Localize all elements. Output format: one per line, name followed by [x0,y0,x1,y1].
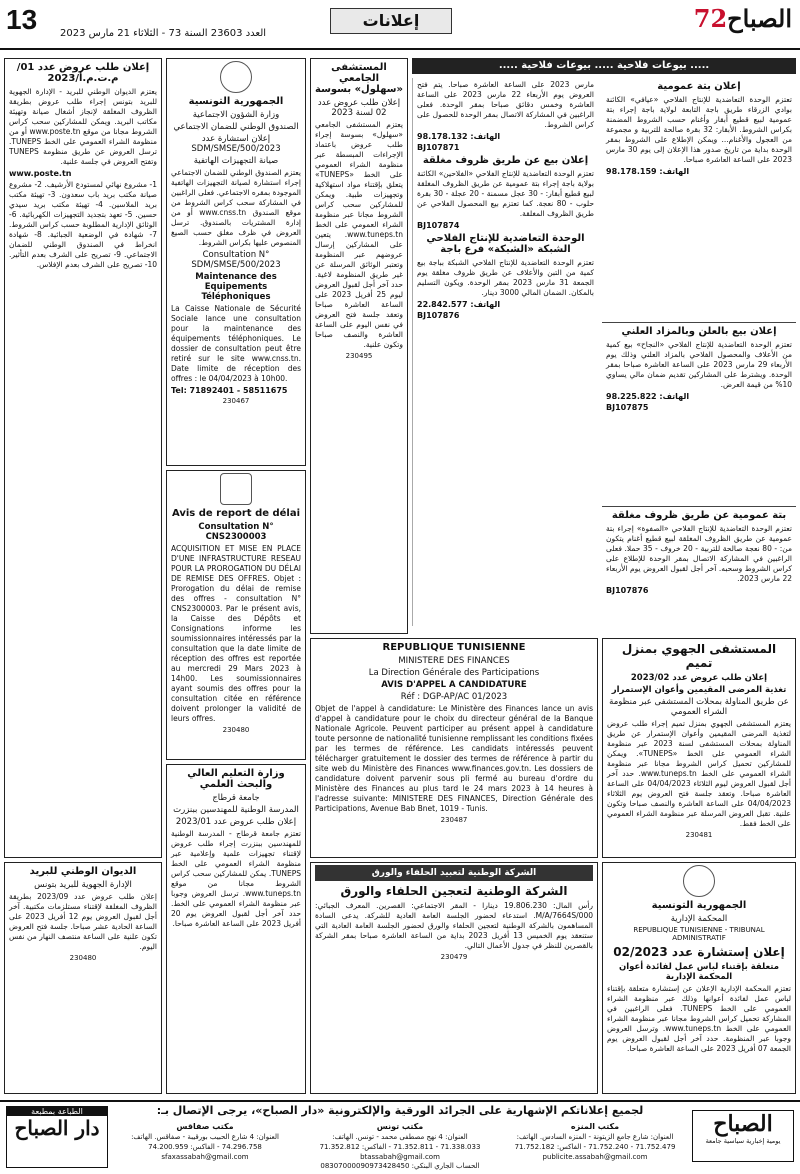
finance-text: Objet de l'appel à candidature: Le Ministère des Finances lance un avis d'appel à candidature pour le choix du directeur général de la Banque Nationale Agricole. Peuvent participer au présent appel à candidature toute personne de nationalité tunisienne remplissant les conditions fixées par les termes de référence. Les candidats intéressés peuvent télécharger gratuitement le dossier des termes de référence à partir du site web du Ministère des Finances www.finances.gov.tn. Les dossiers de candidature doivent parvenir sous pli fermé au bureau d'ordre du Ministère des Finances au plus tard le 24 mars 2023 à 14 heures à l'adresse suivante: MINISTERE DES FINANCES, Direction Générale des Participations, Avenue Bab Bnet, 1019 - Tunis. [315,704,593,813]
mt-title: المستشفى الجهوي بمنزل تميم [621,642,777,670]
agri-col2-tel-1: الهاتف: 98.178.132 [417,132,501,141]
agri-col2-ref-1: BJ107871 [417,143,460,152]
office-tunis-title: مكتب تونس [376,1122,424,1131]
page-number: 13 [6,4,38,35]
office-menzah-info: العنوان: شارع جامع الزيتونة - المنزه السادس. الهاتف: 71.752.479 - 71.752.240 - الفاكس: 71.752.182 [514,1133,676,1151]
finance-title: REPUBLIQUE TUNISIENNE [382,642,526,653]
finance-sub3: AVIS D'APPEL A CANDIDATURE [381,680,527,690]
cnss-sub2: الصندوق الوطني للضمان الاجتماعي [173,122,299,132]
enib-title: وزارة التعليم العالي والبحث العلمي [187,768,285,790]
cnss-ref: 230467 [222,397,250,405]
printer-label: الطباعة بمطبعة [7,1107,107,1116]
snca-logo: الشركة الوطنية لتعبيد الحلفاء والورق [315,865,593,881]
agri-ad-1-tel: الهاتف: 98.178.159 [606,167,690,176]
footer-logo-text: الصباح [713,1111,773,1137]
tribunal-sub3: متعلقة بإقتناء لباس عمل لفائدة أعوان المحكمة الإدارية [618,962,779,982]
finance-ministry-ad [310,638,598,858]
republic-emblem-icon [220,61,252,93]
page-footer [0,1100,800,1174]
agri-ad-1-text: تعتزم الوحدة التعاضدية للإنتاج الفلاحي «عيافي» الكائنة بوادي الزرقاء طريق باجة التابعة لولاية باجة إجراء بتة عمومية لبيع قطيع أبقار وأغنام حسب الشروط المضمنة بكراس الشروط. الأبقار: 32 بقرة صالحة للتربية و مجموعة من العجول والأغنام... ويمكن الإطلاع على الشروط بمقر الوحدة بداية من تاريخ صدور هذا الإعلان إلى يوم 30 مارس 2023 على الساعة العاشرة صباحا. [606,95,793,164]
enib-sub2: المدرسة الوطنية للمهندسين ببنزرت [173,805,299,815]
sahloul-sub: إعلان طلب عروض عدد 02 لسنة 2023 [317,98,401,118]
office-menzah-title: مكتب المنزه [570,1122,620,1131]
tribunal-sub2: إعلان إستشارة عدد 02/2023 [613,945,785,959]
sahloul-ref: 230495 [345,352,373,360]
snca-ad [310,862,598,1094]
cnss-fr-tel: Tel: 71892401 - 58511675 [171,386,288,395]
agri-col2-ref-3: BJ107876 [417,311,460,320]
mt-ref: 230481 [685,831,713,839]
poste-ad [4,58,162,858]
sahloul-text: يعتزم المستشفى الجامعي «سهلول» بسوسة إجراء طلب عروض باعتماد الإجراءات المبسطة عبر منظومة الشراء العمومي على الخط «TUNEPS» يتعلق بإقتناء مواد استهلاكية وتجهيزات طبية. ويمكن للمشاركين سحب كراس الشروط مجانا عبر منظومة الشراء العمومي على الخط www.tuneps.tn. يتعين على المشاركين إرسال عروضهم عبر المنظومة وتعتبر الوثائق المرسلة عن غير طريق المنظومة لاغية. حدد آخر أجل لقبول العروض ليوم 25 أفريل 2023 على الساعة العاشرة صباحا وتعقد جلسة فتح العروض في نفس اليوم على الساعة العاشرة والنصف صباحا وتكون علنية. [315,120,404,349]
agri-ad-1-title: إعلان بتة عمومية [657,81,741,92]
cdc-report-ad [166,470,306,760]
printer-logo: دار الصباح [14,1116,100,1140]
finance-sub1: MINISTERE DES FINANCES [398,656,510,666]
poste-ad-2 [4,862,162,1094]
agri-ad-3-text: تعتزم الوحدة التعاضدية للإنتاج الفلاحي «الصفوة» إجراء بتة عمومية عن طريق الظروف المغلقة لبيع قطيع أغنام يتكون من: - 80 نعجة صالحة للتربية - 20 خروف - 35 حملا. فعلى الراغبين في المشاركة الاتصال بمقر الوحدة للإطلاع على كراس الشروط وسحبه. آخر أجل لقبول العروض يوم الأربعاء 22 مارس 2023. [606,524,792,583]
enib-sub3: إعلان طلب عروض عدد 2023/01 [175,817,297,827]
enib-ad [166,764,306,1094]
agri-col2-title-2: إعلان بيع عن طريق ظروف مغلقة [422,155,589,166]
office-sfax-title: مكتب صفاقس [176,1122,234,1131]
tribunal-sub1: المحكمة الإدارية [670,914,728,924]
logo-text: الصباح [727,4,792,33]
mt-sub3: عن طريق المناولة بمحلات المستشفى عبر منظومة الشراء العمومي [609,697,789,717]
tribunal-text: تعتزم المحكمة الإدارية الإعلان عن إستشارة متعلقة بإقتناء لباس عمل لفائدة أعوانها وذلك عبر منظومة الشراء العمومي على الخط TUNEPS. فعلى الراغبين في المشاركة تحميل كراس الشروط مجانا عبر منظومة الشراء العمومي على الخط www.tuneps.tn. وترسل العروض وجوبا عبر المنظومة. حدد آخر أجل لقبول العروض يوم الجمعة 07 أفريل 2023 على الساعة العاشرة صباحا. [607,984,791,1053]
poste2-text: إعلان طلب عروض عدد 2023/09 بطريقة الظروف المغلقة لإقتناء مستلزمات مكتبية. آخر أجل لقبول العروض يوم 12 أفريل 2023 على الساعة الحادية عشر صباحا. جلسة فتح العروض تكون علنية على الساعة منتصف النهار من نفس اليوم. [9,892,158,951]
agri-col2-text-2: تعتزم الوحدة التعاضدية للإنتاج الفلاحي «الفلاحين» الكائنة بولاية باجة إجراء بتة عمومية عن طريق الظروف المغلقة لبيع قطيع أبقار: - 30 عجل مسمنة - 20 عجلة - 30 بقرة حلوب - 80 نعجة. كما تعتزم بيع المحصول الفلاحي عن طريق الظروف المغلقة. [417,169,594,218]
agri-ad-2-ref: BJ107875 [606,403,649,412]
cdc-text: ACQUISITION ET MISE EN PLACE D'UNE INFRASTRUCTURE RESEAU POUR LA PROROGATION DU DÉLAI DE REMISE DES OFFRES. Objet : Prorogation du délai de remise des offres - consultation N° CNS2300003. Par le présent avis, la Caisse des Dépôts et Consignations informe les soumissionnaires intéressés par la consultation que la date limite de réception des offres est reportée au mercredi 29 Mars 2023 à 14h00. Les soumissionnaires ayant soumis des offres pour la consultation citée en référence doivent prolonger la validité de leurs offres. [171,544,301,723]
logo-number: 72 [693,4,728,33]
cdc-ref: 230480 [222,726,250,734]
mt-text: يعتزم المستشفى الجهوي بمنزل تميم إجراء طلب عروض لتغذية المرضى المقيمين وأعوان الإستمرار عن طريق المناولة بمحلات المستشفى لسنة 2023 عبر منظومة الشراء العمومي على الخط «TUNEPS». ويمكن للمشاركين تحميل كراس الشروط مجانا عبر منظومة الشراء العمومي على الخط www.tuneps.tn. حدد آخر أجل لقبول العروض ليوم الثلاثاء 04/04/2023 على الساعة العاشرة صباحا. وتعقد جلسة فتح العروض يوم الثلاثاء 04/04/2023 على الساعة العاشرة والنصف صباحا وتكون علنية. تقبل العروض المرسلة عبر منظومة الشراء العمومي على الخط فقط. [607,719,792,828]
agri-col2-text-1: مارس 2023 على الساعة العاشرة صباحا. يتم فتح العروض يوم الأربعاء 22 مارس 2023 على الساعة العاشرة وخمس دقائق صباحا بمقر الوحدة. فعلى الراغبين في المشاركة الاتصال بمقر الوحدة للحصول على كراس الشروط. [417,80,594,129]
cnss-sub4: صيانة التجهيزات الهاتفية [193,156,279,166]
cnss-sub1: وزارة الشؤون الاجتماعية [192,110,280,120]
tribunal-fr: REPUBLIQUE TUNISIENNE - TRIBUNAL ADMINISTRATIF [633,926,765,942]
cnss-fr-sub: Maintenance des Equipements Téléphoniques [195,272,277,302]
agri-ad-2-text: تعتزم الوحدة التعاضدية للإنتاج الفلاحي «النجاح» بيع كمية من الأعلاف والمحصول الفلاحي بالمزاد العلني وذلك يوم الأربعاء 29 مارس 2023 على الساعة العاشرة صباحا بمقر الوحدة. ويشترط على المشاركين تقديم ضمان مالي يساوي 10% من قيمة العرض. [606,340,792,389]
snca-ref: 230479 [440,953,468,961]
office-tunis [315,1122,485,1162]
cnss-ad [166,58,306,466]
office-tunis-info: العنوان: 4 نهج مصطفى محمد - تونس. الهاتف: 71.338.033 - 71.352.811 - الفاكس: 71.352.812 [319,1133,481,1151]
cnss-fr-title: Consultation N° SDM/SMSE/500/2023 [191,250,281,270]
office-sfax-mail[interactable]: sfaxassabah@gmail.com [161,1153,249,1161]
footer-headline: لجميع إعلاناتكم الإشهارية على الجرائد الورقية والإلكترونية «دار الصباح»، يرجى الإتصال بـ: [156,1104,644,1117]
poste-text: يعتزم الديوان الوطني للبريد - الإدارة الجهوية للبريد بتونس إجراء طلب عروض بطريقة الظروف المغلقة لإنجاز أشغال صيانة وتهيئة مكاتب البريد. ويمكن للمشاركين سحب كراس الشروط مجانا من موقع www.poste.tn أو من منظومة الشراء العمومي على الخط TUNEPS. ترسل العروض عن طريق منظومة TUNEPS وتفتح العروض في جلسة علنية. [9,87,157,166]
cdc-sub: Consultation N° CNS2300003 [198,522,274,542]
agri-ad-1 [602,78,796,318]
finance-ref: 230487 [440,816,468,824]
poste2-ref: 230480 [69,954,97,962]
hospital-sahloul-ad [310,58,408,634]
cdc-title: Avis de report de délai [171,508,301,519]
cnss-sub3: إعلان استشارة عدد SDM/SMSE/500/2023 [191,134,281,154]
agri-ad-2 [602,322,796,502]
issue-info: العدد 23603 السنة 73 - الثلاثاء 21 مارس 2023 [60,28,267,39]
section-title: إعلانات [330,8,452,34]
sahloul-title: المستشفى الجامعي «سهلول» بسوسة [315,62,403,95]
agri-ad-2-title: إعلان بيع بالعلن وبالمزاد العلني [621,326,777,337]
agri-col2-ref-2: BJ107874 [417,221,460,230]
office-sfax-info: العنوان: 4 شارع الحبيب بورقيبة - صفاقس. الهاتف: 74.296.758 - الفاكس: 74.200.959 [131,1133,279,1151]
office-menzah-mail[interactable]: publicite.assabah@gmail.com [542,1153,648,1161]
finance-sub2: La Direction Générale des Participations [368,668,540,678]
agri-col2-title-3: الوحدة التعاضدية للإنتاج الفلاحي الشبكة «الشبكة» فرع باجة [426,233,585,255]
cnss-title: الجمهورية التونسية [188,96,284,107]
cnss-text: يعتزم الصندوق الوطني للضمان الاجتماعي إجراء استشارة لصيانة التجهيزات الهاتفية الموجودة بمقره الاجتماعي. فعلى الراغبين في المشاركة سحب كراس الشروط من موقع الصندوق www.cnss.tn أو من إدارة المشتريات بالصندوق. ترسل العروض في ظرف مغلق حسب الصيغ المنصوص عليها بكراس الشروط. [171,168,301,247]
mt-sub2: تغذية المرضى المقيمين وأعوان الإستمرار [611,685,787,695]
enib-sub1: جامعة قرطاج [212,793,260,803]
footer-tagline: يومية إخبارية سياسية جامعة [705,1137,781,1145]
footer-logo [692,1110,794,1162]
mt-sub1: إعلان طلب عروض عدد 2023/02 [630,673,768,683]
tribunal-title: الجمهورية التونسية [651,900,747,911]
agri-ad-3-title: بتة عمومية عن طريق ظروف مغلقة [611,510,787,521]
tribunal-emblem-icon [683,865,715,897]
cnss-fr-text: La Caisse Nationale de Sécurité Sociale lance une consultation pour la maintenance des équipements téléphoniques. Le dossier de consultation peut être retiré sur le site www.cnss.tn. Date limite de réception des offres : le 04/04/2023 à 10h00. [171,304,301,383]
masthead-logo [694,4,792,33]
agri-sales-band: ..... بيوعات فلاحية ..... بيوعات فلاحية ..... [412,58,796,74]
agri-col2 [412,78,598,626]
menzel-temime-hospital-ad [602,638,796,858]
agri-ad-2-tel: الهاتف: 98.225.822 [606,392,690,401]
page-header [0,0,800,50]
poste-link[interactable]: www.poste.tn [9,169,72,178]
poste2-title: الديوان الوطني للبريد [29,866,137,877]
poste-list: 1- مشروع نهائي لمستودع الأرشيف. 2- مشروع صيانة مكتب بريد باب سعدون. 3- تهيئة مكتب بريد الملاسين. 4- تهيئة مكتب بريد سيدي حسين. 5- تعهد بتجديد التجهيزات الكهربائية. 6- الوثائق الإدارية المطلوبة حسب كراس الشروط. 7- شهادة في الوضعية الجبائية. 8- شهادة انخراط في الصندوق الوطني للضمان الاجتماعي. 9- تصريح على الشرف بعدم التأثير. 10- تصريح على الشرف بعدم الإفلاس. [9,180,157,269]
finance-sub4: Réf : DGP-AP/AC 01/2023 [400,692,508,702]
bank-account: الحساب الجاري البنكي: 08307000090973428450 [320,1162,480,1170]
tribunal-ad [602,862,796,1094]
agri-col2-tel-3: الهاتف: 22.842.577 [417,300,501,309]
snca-title: الشركة الوطنية لتعجين الحلفاء والورق [340,884,568,898]
snca-text: رأس المال: 19.806.230 دينارا - المقر الاجتماعي: القصرين. المعرف الجبائي: 000/M/A/7664S. استدعاء لحضور الجلسة العامة العادية للشركة. يدعى السادة المساهمون بالشركة الوطنية لتعجين الحلفاء والورق لحضور الجلسة العامة العادية التي ستنعقد يوم الخميس 13 أفريل 2023 بداية من الساعة العاشرة صباحا بمقر الشركة بالقصرين للنظر في جدول الأعمال التالي. [315,901,593,950]
agri-ad-3-ref: BJ107876 [606,586,649,595]
poste2-sub: الإدارة الجهوية للبريد بتونس [34,880,132,890]
office-tunis-mail[interactable]: btassabah@gmail.com [360,1153,440,1161]
enib-text: تعتزم جامعة قرطاج - المدرسة الوطنية للمهندسين ببنزرت إجراء طلب عروض لإقتناء تجهيزات علمية وإعلامية عبر منظومة الشراء العمومي على الخط TUNEPS. يمكن للمشاركين سحب كراس الشروط مجانا من موقع www.tuneps.tn. ترسل العروض وجوبا عبر منظومة الشراء العمومي على الخط. حدد آخر أجل لقبول العروض يوم 20 أفريل 2023 على الساعة العاشرة صباحا. [171,829,301,928]
printer-box [6,1106,108,1168]
agri-ad-3 [602,506,796,626]
cdc-logo-icon [220,473,252,505]
office-sfax [120,1122,290,1162]
poste-title: إعلان طلب عروض عدد 01/م.ت.م.أ/2023 [16,62,150,84]
office-menzah [510,1122,680,1162]
agri-col2-text-3: تعتزم الوحدة التعاضدية للإنتاج الفلاحي الشبكة بباجة بيع كمية من التبن والأعلاف عن طريق ظروف مغلقة يوم الجمعة 31 مارس 2023 بمقر الوحدة. ويكون التسليم بالمكان. الضمان المالي 3000 دينار. [417,258,594,297]
